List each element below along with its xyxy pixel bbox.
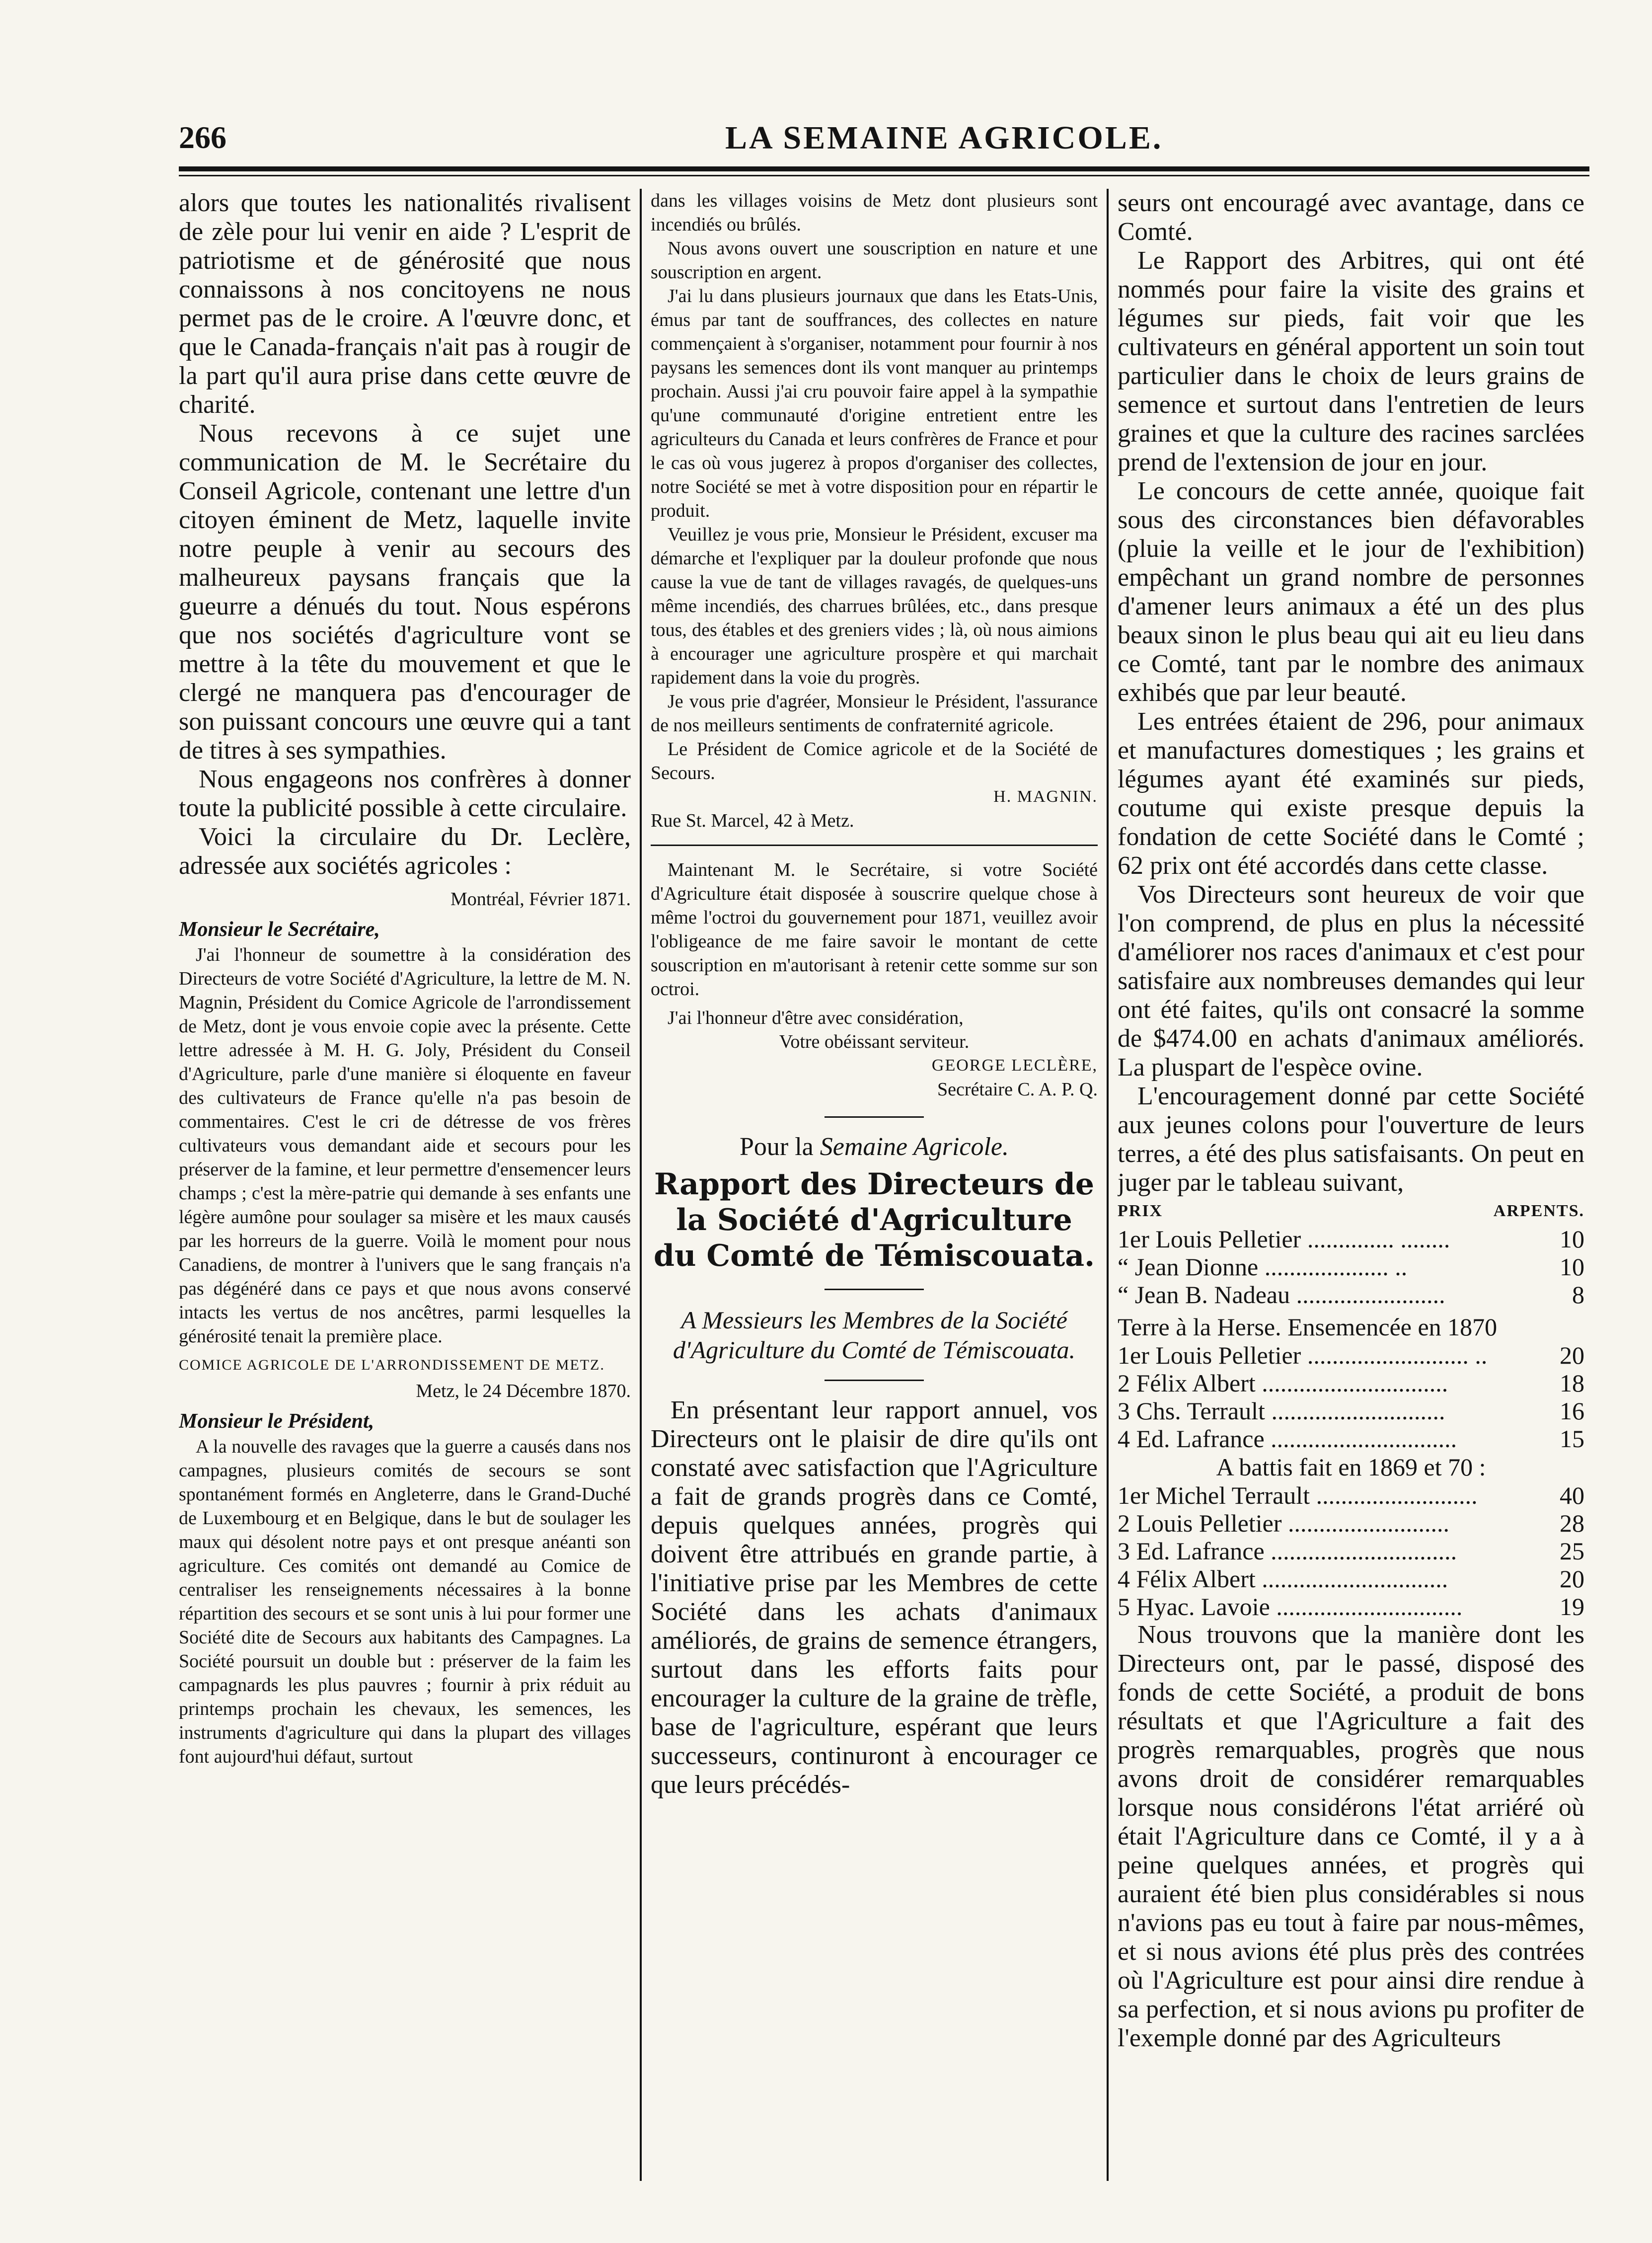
table-row <box>1118 1509 1584 1537</box>
paragraph: Le Rapport des Arbitres, qui ont été nommés pour faire la visite des grains et légumes sur pieds, fait voir que les cultivateurs en général apportent un soin tout particulier dans le choix de leurs grains de semence et surtout dans l'entretien de leurs graines et que la culture des racines sarclées prend de l'extension de jour en jour. <box>1118 246 1584 476</box>
signature-title: Secrétaire C. A. P. Q. <box>937 1079 1098 1100</box>
pour-la-line <box>651 1133 1098 1161</box>
prize-table-3 <box>1118 1481 1584 1621</box>
paragraph: J'ai l'honneur d'être avec considération, <box>668 1007 964 1028</box>
leader-dots: ........................ <box>1296 1281 1445 1309</box>
prize-name: Louis Pelletier <box>1155 1341 1301 1369</box>
prize-entry <box>1118 1225 1525 1253</box>
prize-rank: 1er <box>1118 1225 1149 1253</box>
paragraph: Le concours de cette année, quoique fait sous des circonstances bien défavorables (pluie la veille et le jour de l'exhibition) empêchant un grand nombre de personnes d'amener leurs animaux a été un des plus beaux sinon le plus beau qui ait eu lieu dans ce Comté, tant par le nombre des animaux exhibés que par leur beauté. <box>1118 477 1584 707</box>
prize-name: Ed. Lafrance <box>1136 1425 1265 1453</box>
prize-entry <box>1118 1253 1525 1281</box>
prize-rank: “ <box>1118 1281 1129 1309</box>
table-row <box>1118 1537 1584 1565</box>
section-rule <box>825 1380 924 1381</box>
prize-entry <box>1118 1509 1525 1537</box>
paragraph: Voici la circulaire du Dr. Leclère, adressée aux sociétés agricoles : <box>179 823 631 880</box>
leader-dots: .............................. <box>1276 1593 1463 1621</box>
prize-name: Félix Albert <box>1136 1369 1256 1397</box>
paragraph: Veuillez je vous prie, Monsieur le Président, excuser ma démarche et l'expliquer par la douleur profonde que nous cause la vue de tant de villages ravagés, de quelques-uns même incendiés, des charrues brûlées, etc., dans presque tous, des étables et des greniers vides ; là, où nous aimions à encourager une agriculture prospère et qui marchait rapidement dans la voie du progrès. <box>651 524 1098 688</box>
prize-name: Ed. Lafrance <box>1136 1537 1265 1565</box>
paragraph: Nous avons ouvert une souscription en nature et une souscription en argent. <box>651 238 1098 283</box>
prize-rank: 2 <box>1118 1509 1130 1537</box>
header-prix: PRIX <box>1118 1202 1163 1220</box>
column-divider-1 <box>640 189 642 2181</box>
page-header <box>179 119 1579 164</box>
leader-dots: ............................ <box>1271 1397 1445 1425</box>
table-row <box>1118 1281 1584 1309</box>
table-row <box>1118 1253 1584 1281</box>
paragraph: Nous engageons nos confrères à donner toute la publicité possible à cette circulaire. <box>179 765 631 822</box>
section-rule <box>825 1289 924 1290</box>
paragraph: Vos Directeurs sont heureux de voir que l'on comprend, de plus en plus la nécessité d'améliorer nos races d'animaux et c'est pour satisfaire aux nombreuses demandes qui leur ont été faites, qu'ils ont consacré la somme de $474.00 en achats d'animaux améliorés. La pluspart de l'espèce ovine. <box>1118 880 1584 1082</box>
letter-body: A la nouvelle des ravages que la guerre a causés dans nos campagnes, plusieurs comités de secours se sont spontanément formés en Angleterre, dans le Grand-Duché de Luxembourg et en Belgique, dans le but de soulager les maux qui désolent notre pays et ont presque anéanti son agriculture. Ces comités ont demandé au Comice de centraliser les renseignements nécessaires à la bonne répartition des secours et se sont unis à lui pour former une Société dite de Secours aux habitants des Campagnes. La Société poursuit un double but : préserver de la faim les campagnards les plus pauvres ; fournir à prix réduit au printemps prochain les chevaux, les semences, les instruments d'agriculture qui dans la plupart des villages font aujourd'hui défaut, surtout <box>179 1436 631 1767</box>
leader-dots: .................... .. <box>1264 1253 1408 1281</box>
salutation: Monsieur le Secrétaire, <box>179 918 380 941</box>
prize-rank: 3 <box>1118 1537 1130 1565</box>
table-row <box>1118 1341 1584 1369</box>
prize-name: Félix Albert <box>1136 1565 1256 1593</box>
prize-name: Louis Pelletier <box>1136 1509 1282 1537</box>
prize-entry <box>1118 1425 1525 1453</box>
prize-entry <box>1118 1565 1525 1593</box>
prize-value: 18 <box>1560 1369 1584 1397</box>
paragraph: Nous recevons à ce sujet une communication de M. le Secrétaire du Conseil Agricole, contenant une lettre d'un citoyen éminent de Metz, laquelle invite notre peuple à venir au secours des malheureux paysans français que la gueurre a dénués du tout. Nous espérons que nos sociétés d'agriculture vont se mettre à la tête du mouvement et que le clergé ne manquera pas d'encourager de son puissant concours une œuvre qui a tant de titres à ses sympathies. <box>179 419 631 765</box>
prize-entry <box>1118 1537 1525 1565</box>
leader-dots: .............. ........ <box>1307 1225 1450 1253</box>
paragraph: dans les villages voisins de Metz dont plusieurs sont incendiés ou brûlés. <box>651 190 1098 235</box>
prize-name: Chs. Terrault <box>1136 1397 1265 1425</box>
pour-la-journal: Semaine Agricole. <box>820 1133 1009 1161</box>
section-rule <box>651 845 1098 846</box>
paragraph: seurs ont encouragé avec avantage, dans ce Comté. <box>1118 189 1584 246</box>
table-row <box>1118 1225 1584 1253</box>
signature: H. MAGNIN. <box>993 787 1098 806</box>
leader-dots: .............................. <box>1271 1537 1457 1565</box>
journal-title: LA SEMAINE AGRICOLE. <box>725 120 1163 156</box>
table-row <box>1118 1481 1584 1509</box>
address: Rue St. Marcel, 42 à Metz. <box>651 810 854 831</box>
dateline: Montréal, Février 1871. <box>450 889 631 910</box>
prize-value: 20 <box>1560 1565 1584 1593</box>
paragraph: Je vous prie d'agréer, Monsieur le Président, l'assurance de nos meilleurs sentiments de confraternité agricole. <box>651 691 1098 736</box>
prize-value: 28 <box>1560 1509 1584 1537</box>
column-2 <box>651 189 1098 2176</box>
prize-name: Louis Pelletier <box>1155 1225 1301 1253</box>
dedication: A Messieurs les Membres de la Société d'Agriculture du Comté de Témiscouata. <box>673 1306 1076 1364</box>
prize-value: 15 <box>1560 1425 1584 1453</box>
prize-rank: 5 <box>1118 1593 1130 1621</box>
header-arpents: ARPENTS. <box>1493 1202 1584 1220</box>
prize-rank: 1er <box>1118 1481 1149 1509</box>
prize-value: 19 <box>1560 1593 1584 1621</box>
section-rule <box>825 1116 924 1118</box>
paragraph: J'ai lu dans plusieurs journaux que dans les Etats-Unis, émus par tant de souffrances, des collectes en nature commençaient à s'organiser, notamment pour fournir à nos paysans les semences dont ils vont manquer au printemps prochain. Aussi j'ai cru pouvoir faire appel à la sympathie qu'une communauté d'origine entretient entre les agriculteurs du Canada et leurs confrères de France et pour le cas où vous jugerez à propos d'organiser des collectes, notre Société se met à votre disposition pour en répartir le produit. <box>651 286 1098 521</box>
prize-value: 8 <box>1572 1281 1584 1309</box>
prize-rank: 4 <box>1118 1565 1130 1593</box>
prize-value: 10 <box>1560 1225 1584 1253</box>
leader-dots: .......................... <box>1288 1509 1449 1537</box>
column-3 <box>1118 189 1584 2176</box>
table-row <box>1118 1425 1584 1453</box>
prize-rank: 4 <box>1118 1425 1130 1453</box>
leader-dots: .............................. <box>1262 1369 1448 1397</box>
prize-entry <box>1118 1341 1525 1369</box>
closing: Votre obéissant serviteur. <box>779 1031 970 1052</box>
prize-table-1 <box>1118 1225 1584 1309</box>
leader-dots: .......................... <box>1316 1481 1478 1509</box>
dateline: Metz, le 24 Décembre 1870. <box>416 1381 631 1401</box>
prize-entry <box>1118 1481 1525 1509</box>
paragraph: Les entrées étaient de 296, pour animaux et manufactures domestiques ; les grains et légumes ayant été examinés sur pieds, coutume qui existe presque depuis la fondation de cette Société dans le Comté ; 62 prix ont été accordés dans cette classe. <box>1118 707 1584 880</box>
comice-header: COMICE AGRICOLE DE L'ARRONDISSEMENT DE METZ. <box>179 1357 605 1373</box>
leader-dots: .............................. <box>1262 1565 1448 1593</box>
column-1 <box>179 189 631 2176</box>
prize-rank: “ <box>1118 1253 1129 1281</box>
prize-entry <box>1118 1281 1525 1309</box>
prize-value: 25 <box>1560 1537 1584 1565</box>
prize-entry <box>1118 1369 1525 1397</box>
signature: GEORGE LECLÈRE, <box>931 1056 1098 1075</box>
report-title: Rapport des Directeurs de la Société d'Agriculture du Comté de Témiscouata. <box>653 1167 1095 1273</box>
letter-body: J'ai l'honneur de soumettre à la considération des Directeurs de votre Société d'Agriculture, la lettre de M. N. Magnin, Président du Comice Agricole de l'arrondissement de Metz, dont je vous envoie copie avec la présente. Cette lettre adressée à M. H. G. Joly, Président du Conseil d'Agriculture, parle d'une manière si éloquente en faveur des cultivateurs de France qu'elle n'a pas besoin de commentaires. C'est le cri de détresse de vos frères cultivateurs vous demandant aide et secours pour les préserver de la famine, et leur permettre d'ensemencer leurs champs ; c'est la mère-patrie qui demande à ses enfants une légère aumône pour soulager sa misère et les maux causés par les horreurs de la guerre. Voilà le moment pour nous Canadiens, de montrer à l'univers que le sang français n'a pas dégénéré dans ce pays et que nous avons conservé intacts les vertus de nos ancêtres, parmi lesquelles la générosité tenait la première place. <box>179 944 631 1347</box>
prize-name: Jean Dionne <box>1134 1253 1259 1281</box>
prize-name: Jean B. Nadeau <box>1134 1281 1290 1309</box>
prize-value: 10 <box>1560 1253 1584 1281</box>
terre-heading: Terre à la Herse. Ensemencée en 1870 <box>1118 1313 1498 1341</box>
prize-table-2 <box>1118 1341 1584 1453</box>
prize-rank: 3 <box>1118 1397 1130 1425</box>
table-row <box>1118 1397 1584 1425</box>
prize-value: 40 <box>1560 1481 1584 1509</box>
table-header-row <box>1118 1197 1584 1225</box>
prize-rank: 1er <box>1118 1341 1149 1369</box>
salutation: Monsieur le Président, <box>179 1410 375 1433</box>
paragraph: En présentant leur rapport annuel, vos Directeurs ont le plaisir de dire qu'ils ont constaté avec satisfaction que l'Agriculture a fait de grands progrès dans ce Comté, depuis quelques années, progrès qui doivent être attribués en grande partie, à l'initiative prise par les Membres de cette Société dans les achats d'animaux améliorés, de grains de semence étrangers, surtout dans les efforts faits pour encourager la culture de la graine de trèfle, base de l'agriculture, espérant que leurs successeurs, continuront à encourager ce que leurs précédés- <box>651 1396 1098 1799</box>
paragraph: L'encouragement donné par cette Société aux jeunes colons pour l'ouverture de leurs terres, a été des plus satisfaisants. On peut en juger par le tableau suivant, <box>1118 1082 1584 1197</box>
prize-entry <box>1118 1593 1525 1621</box>
paragraph: Nous trouvons que la manière dont les Directeurs ont, par le passé, disposé des fonds de cette Société, a produit de bons résultats et que l'Agriculture a fait des progrès remarquables, progrès que nous avons droit de considérer remarquables lorsque nous considérons l'état arriéré où était l'Agriculture dans ce Comté, il y a à peine quelques années, et progrès qui auraient été bien plus considérables si nous n'avions pas eu tout à faire par nous-mêmes, et si nous avions été plus près des contrées où l'Agriculture est pour ainsi dire rendue à sa perfection, et si nous avions pu profiter de l'exemple donné par des Agriculteurs <box>1118 1621 1584 2052</box>
table-row <box>1118 1565 1584 1593</box>
column-divider-2 <box>1107 189 1109 2181</box>
paragraph: Le Président de Comice agricole et de la Société de Secours. <box>651 739 1098 783</box>
prize-value: 16 <box>1560 1397 1584 1425</box>
page-number: 266 <box>179 120 226 155</box>
header-rule-thin <box>179 175 1589 176</box>
header-rule <box>179 166 1589 171</box>
prize-entry <box>1118 1397 1525 1425</box>
paragraph: Maintenant M. le Secrétaire, si votre Société d'Agriculture était disposée à souscrire quelque chose à même l'octroi du gouvernement pour 1871, veuillez avoir l'obligeance de me faire savoir le montant de cette souscription en m'autorisant à retenir cette somme sur son octroi. <box>651 859 1098 1000</box>
pour-la-text: Pour la <box>739 1133 814 1161</box>
prize-name: Michel Terrault <box>1155 1481 1310 1509</box>
battis-heading: A battis fait en 1869 et 70 : <box>1216 1453 1486 1481</box>
leader-dots: .............................. <box>1271 1425 1457 1453</box>
paragraph: alors que toutes les nationalités rivalisent de zèle pour lui venir en aide ? L'esprit de patriotisme et de générosité que nous connaissons à nos concitoyens ne nous permet pas de le croire. A l'œuvre donc, et que le Canada-français n'ait pas à rougir de la part qu'il aura prise dans cette œuvre de charité. <box>179 189 631 419</box>
prize-table <box>1118 1197 1584 1225</box>
prize-rank: 2 <box>1118 1369 1130 1397</box>
prize-value: 20 <box>1560 1341 1584 1369</box>
table-row <box>1118 1593 1584 1621</box>
leader-dots: .......................... .. <box>1307 1341 1488 1369</box>
table-row <box>1118 1369 1584 1397</box>
prize-name: Hyac. Lavoie <box>1136 1593 1270 1621</box>
